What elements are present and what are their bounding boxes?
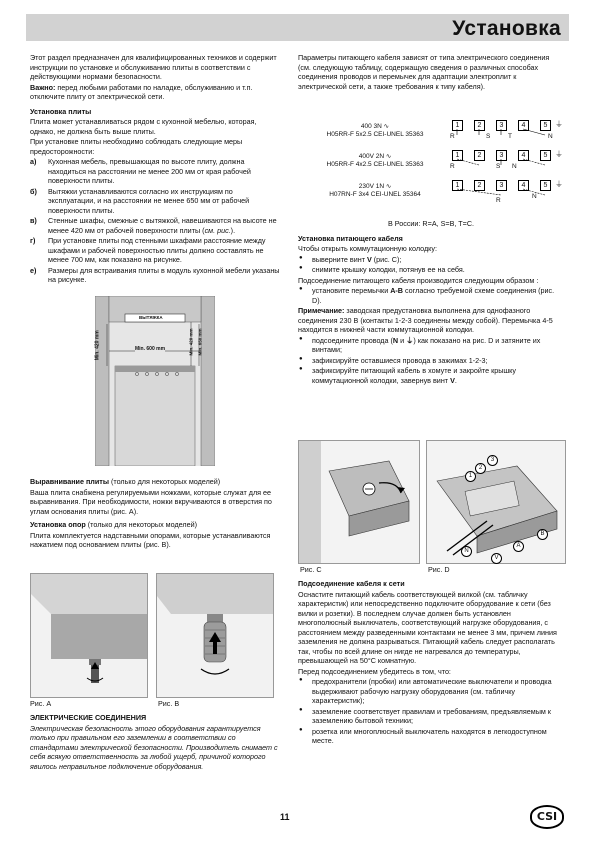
list-item: ● установите перемычки А-В согласно требуемой схеме соединения (рис. D).: [298, 286, 564, 305]
net-heading: Подсоединение кабеля к сети: [298, 579, 405, 588]
list-item: б) Вытяжки устанавливаются согласно их инструкциям по эксплуатации, и на расстоянии не менее 650 мм от рабочей поверхности плиты.: [30, 186, 250, 215]
fig-c-caption: Рис. С: [300, 565, 322, 574]
installation-drawing: [95, 296, 215, 466]
net-text: Оснастите питающий кабель соответствующей вилкой (см. табличку характеристик) или непосредственно подключите оборудование к сети (без вилки и розетки). В последнем случае должен быть установлен многополюсный выключатель, соответствующий нагрузке оборудования, с расстоянием между разведенными контактами не менее 3 мм, причем линия заземления не должна разрываться. Питающий кабель следует располагать так, чтобы по всей длине он нигде не нагревался до температуры, превышающей на 50°С комнатную.: [298, 589, 557, 665]
ground-icon: ⏚: [555, 150, 563, 159]
figure-b: [156, 573, 274, 698]
terminal-2: 2: [474, 120, 485, 131]
list-item: ● подсоедините провода (N и ⏚) как показано на рис. D и затяните их винтами;: [298, 336, 564, 355]
installation-figure: [95, 296, 215, 466]
terminal-5: 5: [540, 120, 551, 131]
russia-note: В России: R=A, S=B, T=C.: [387, 219, 475, 228]
list-item: ● зафиксируйте оставшиеся провода в зажимах 1-2-3;: [298, 356, 564, 366]
min650-label: Min. 650 mm: [197, 328, 203, 356]
list-item: а) Кухонная мебель, превышающая по высоте плиту, должна находиться на расстоянии не менее 200 мм от края рабочей поверхности плиты.: [30, 157, 251, 185]
callout-2: 2: [475, 463, 486, 474]
electric-heading: ЭЛЕКТРИЧЕСКИЕ СОЕДИНЕНИЯ: [30, 713, 147, 722]
brand-logo: CSI: [530, 805, 564, 829]
list-item: е) Размеры для встраивания плиты в модуль кухонной мебели указаны на рисунке.: [30, 265, 280, 284]
wire-list: [298, 336, 564, 386]
callout-v: V: [491, 553, 502, 564]
list-item: г) При установке плиты под стенными шкафами расстояние между шкафами и рабочей поверхностью плиты должно составлять не менее 700 мм, как показано на рисунке.: [30, 236, 266, 264]
electric-section: [30, 713, 280, 772]
callout-1: 1: [465, 471, 476, 482]
electric-text: Электрическая безопасность этого оборудования гарантируется только при правильном его заземлении в соответствии со стандартами электрической безопасности. Производитель снимает с себя всякую ответственность за любой ущерб, причиной которого явилось неправильное подключение оборудования.: [30, 723, 278, 771]
ground-icon: ⏚: [555, 120, 563, 129]
fig-b-caption: Рис. В: [158, 699, 180, 708]
install-heading: Установка плиты: [30, 106, 92, 116]
cable-heading: Установка питающего кабеля: [298, 233, 403, 243]
min600-label: Мin. 600 mm: [135, 346, 166, 352]
leveling-text: Ваша плита снабжена регулируемыми ножками, которые служат для ее выравнивания. При необходимости, ножки вкручиваются в отверстия по углам основания плиты (рис. А).: [30, 487, 272, 516]
min420-right-label: Min. 420 mm: [188, 328, 194, 356]
legs-title: Установка опор (только для некоторых моделей): [30, 520, 197, 529]
ground-icon: ⏚: [555, 180, 563, 189]
figure-a-drawing: [31, 574, 147, 697]
table-row: 230V 1N ∿ H07RN-F 3x4 CEI-UNEL 35364 1 2 3 4 5 ⏚ R N: [329, 180, 563, 204]
terminal-3: 3: [496, 120, 507, 131]
figure-d: [426, 440, 566, 564]
right-column: [298, 53, 564, 92]
list-item: ● заземление соответствует правилам и требованиям, предъявляемым к заземлению бытовой техники;: [298, 707, 564, 726]
terminal-1: 1: [452, 120, 463, 131]
warning-label: Важно:: [30, 82, 56, 92]
hood-label: ВЫТЯЖКА: [139, 315, 163, 320]
callout-n: N: [461, 546, 472, 557]
list-item: ● предохранители (пробки) или автоматические выключатели и проводка выдерживают рабочую нагрузку оборудования (см. табличку характеристик);: [298, 677, 564, 706]
list-item: ● выверните винт V (рис. С);: [298, 255, 564, 265]
params-text: Параметры питающего кабеля зависят от типа электрического соединения (см. следующую таблицу, содержащую сведения о различных способах соединения проводов и перемычек для адаптации электроплит к электрической сети, а также требования к типу кабеля).: [298, 53, 550, 91]
right-column-lower: [298, 579, 564, 747]
table-row: 400 3N ∿ H05RR-F 5x2.5 CEI-UNEL 35363 1 2 3 4 5 ⏚ R S T N: [326, 120, 563, 140]
terminal-4: 4: [518, 120, 529, 131]
install-list: [30, 157, 280, 285]
check-list: [298, 677, 564, 746]
left-column: [30, 53, 280, 286]
fig-a-caption: Рис. А: [30, 699, 52, 708]
callout-3: 3: [487, 455, 498, 466]
list-item: ● снимите крышку колодки, потянув ее на себя.: [298, 265, 564, 275]
leveling-title: Выравнивание плиты (только для некоторых моделей): [30, 477, 221, 486]
cable-p1: Чтобы открыть коммутационную колодку:: [298, 244, 437, 253]
install-p1: Плита может устанавливаться рядом с кухонной мебелью, которая, однако, не должна быть выше плиты.: [30, 117, 257, 136]
figure-c-drawing: [299, 441, 419, 563]
warning: [30, 83, 280, 102]
cable-p2: Подсоединение питающего кабеля производится следующим образом :: [298, 275, 539, 285]
table-row: 400V 2N ∿ H05RR-F 4x2.5 CEI-UNEL 35363 1 2 3 4 5 ⏚ R S N: [326, 150, 563, 170]
left-column-lower: [30, 477, 280, 551]
check-p: Перед подсоединением убедитесь в том, что:: [298, 666, 451, 676]
figure-b-drawing: [157, 574, 273, 697]
figure-c: [298, 440, 420, 564]
list-item: в) Стенные шкафы, смежные с вытяжкой, навешиваются на высоте не менее 420 мм от рабочей поверхности плиты (см. рис.).: [30, 216, 277, 235]
list-item: ● розетка или многоплюсный выключатель находятся в легкодоступном месте.: [298, 727, 564, 746]
list-item: ● зафиксируйте питающий кабель в хомуте и закройте крышку коммутационной колодки, завернув винт V.: [298, 366, 564, 385]
fig-d-caption: Рис. D: [428, 565, 450, 574]
warning-text: перед любыми работами по наладке, обслуживанию и т.п. отключите плиту от электрической сети.: [30, 82, 253, 101]
intro-text: Этот раздел предназначен для квалифицированных техников и содержит инструкции по установке и обслуживанию плиты в соответствии с действующими нормами безопасности.: [30, 53, 277, 81]
callout-a: A: [513, 541, 524, 552]
cable-list: [298, 255, 564, 275]
page-title: Установка: [452, 17, 561, 40]
legs-text: Плита комплектуется надставными опорами, которые устанавливаются нажатием под основанием плиты (рис. В).: [30, 530, 271, 549]
figure-a: [30, 573, 148, 698]
callout-b: B: [537, 529, 548, 540]
jumper-lines: [300, 118, 562, 208]
page-header: [26, 14, 569, 41]
page-number: 11: [280, 812, 290, 822]
cable-list-2: [298, 286, 564, 305]
min420-left-label: Min. 420 mm: [94, 330, 101, 361]
right-column-mid: [298, 219, 564, 386]
note: Примечание: заводская предустановка выполнена для однофазного соединения 230 В (контакты 1-2-3 соединены между собой). Перемычка 4-5 находится в нижней части коммутационной колодки.: [298, 306, 553, 334]
install-p2: При установке плиты необходимо соблюдать следующие меры предосторожности:: [30, 137, 243, 156]
